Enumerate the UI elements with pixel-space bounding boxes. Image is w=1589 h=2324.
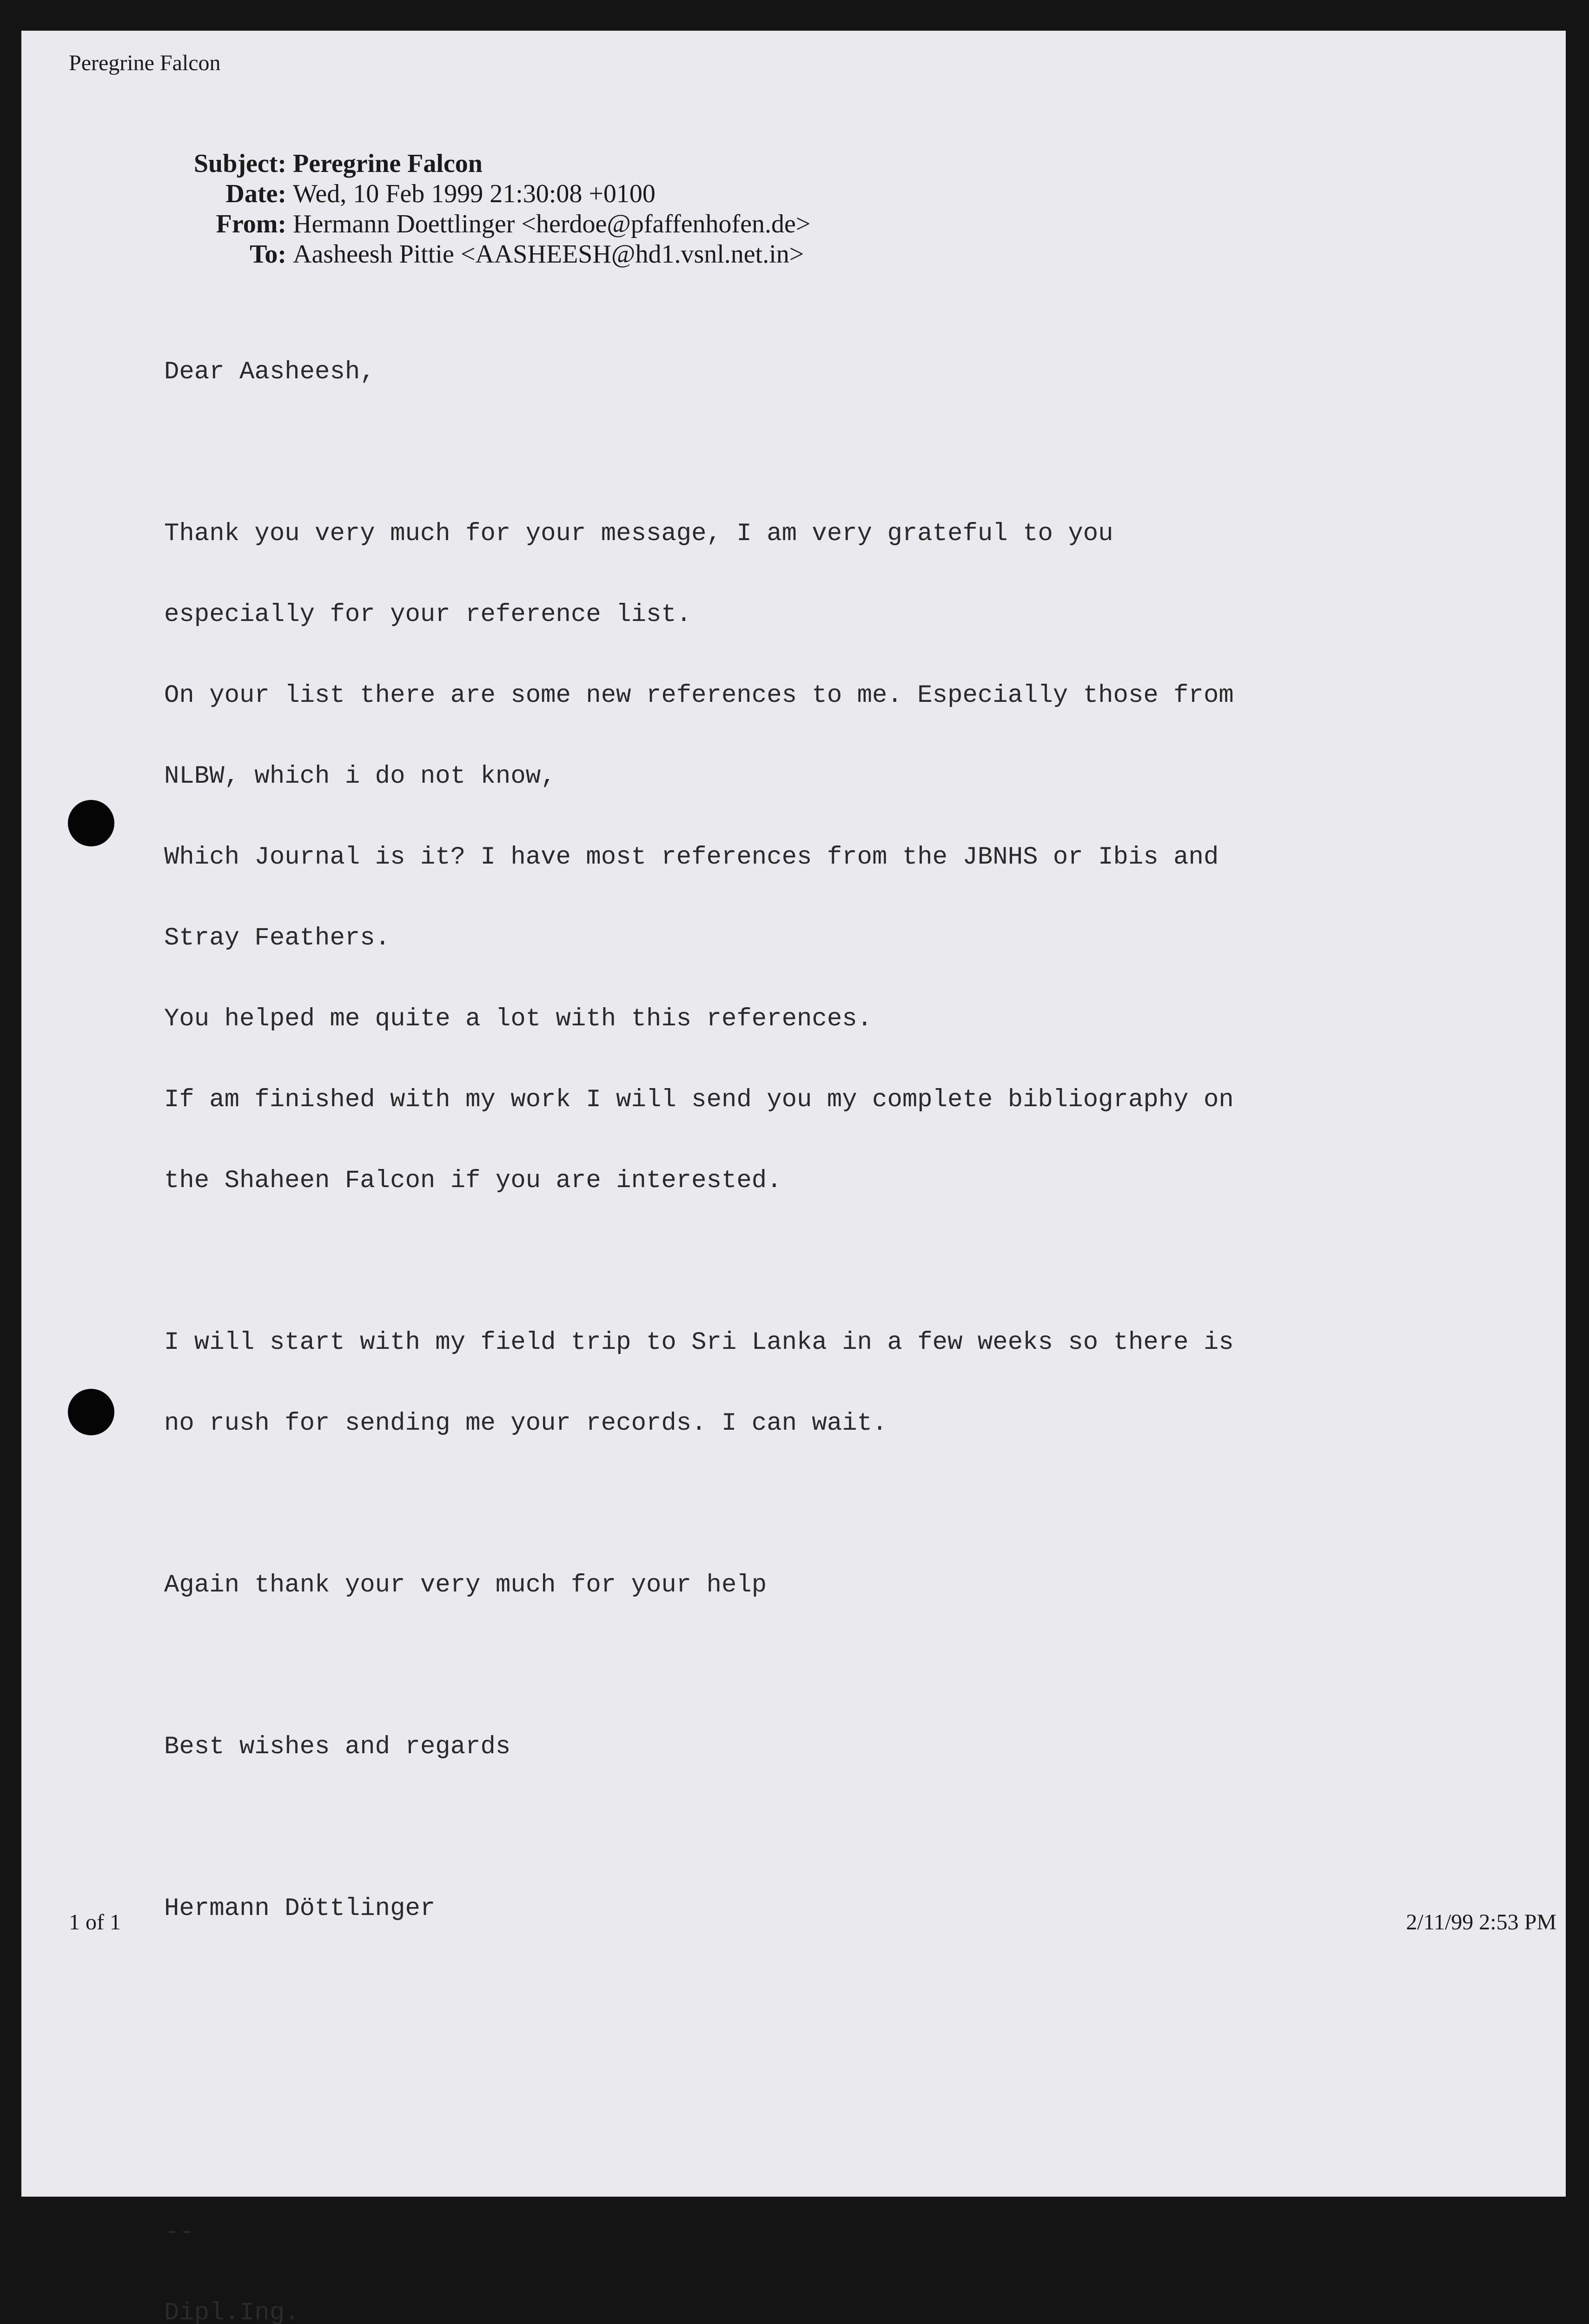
body-line: You helped me quite a lot with this references. bbox=[164, 1005, 873, 1033]
subject-value: Peregrine Falcon bbox=[293, 149, 483, 178]
body-line: I will start with my field trip to Sri Lanka in a few weeks so there is bbox=[164, 1328, 1234, 1357]
body-line: Dear Aasheesh, bbox=[164, 358, 375, 386]
from-label: From: bbox=[216, 210, 286, 238]
body-line: the Shaheen Falcon if you are interested. bbox=[164, 1167, 782, 1195]
body-line: especially for your reference list. bbox=[164, 601, 692, 629]
from-value: Hermann Doettlinger <herdoe@pfaffenhofen.de> bbox=[293, 210, 811, 238]
print-timestamp: 2/11/99 2:53 PM bbox=[1406, 1910, 1556, 1934]
email-headers bbox=[91, 149, 811, 270]
body-line: If am finished with my work I will send you my complete bibliography on bbox=[164, 1086, 1234, 1114]
body-line bbox=[164, 1248, 1234, 1275]
body-line: Which Journal is it? I have most references from the JBNHS or Ibis and bbox=[164, 843, 1219, 872]
body-line: Thank you very much for your message, I am very grateful to you bbox=[164, 520, 1113, 548]
body-line bbox=[164, 1815, 1234, 1842]
body-line bbox=[164, 1976, 1234, 2003]
date-row bbox=[91, 179, 811, 209]
body-line: Again thank your very much for your help bbox=[164, 1571, 767, 1599]
body-line: Best wishes and regards bbox=[164, 1733, 511, 1761]
body-line bbox=[164, 1653, 1234, 1680]
body-line bbox=[164, 1491, 1234, 1518]
paper-sheet bbox=[21, 31, 1566, 2324]
punch-hole-bottom bbox=[68, 1389, 114, 1435]
signature-separator: -- bbox=[164, 2218, 194, 2246]
body-line: On your list there are some new references to me. Especially those from bbox=[164, 681, 1234, 710]
to-value: Aasheesh Pittie <AASHEESH@hd1.vsnl.net.in> bbox=[293, 240, 804, 269]
body-line: Stray Feathers. bbox=[164, 924, 391, 952]
to-label: To: bbox=[250, 240, 286, 269]
punch-hole-top bbox=[68, 800, 114, 846]
subject-row bbox=[91, 149, 811, 179]
body-line bbox=[164, 2138, 1234, 2165]
page-number: 1 of 1 bbox=[69, 1910, 121, 1934]
body-line: NLBW, which i do not know, bbox=[164, 762, 556, 791]
to-row bbox=[91, 239, 811, 270]
signature-name: Hermann Döttlinger bbox=[164, 1895, 436, 1923]
date-label: Date: bbox=[225, 179, 286, 208]
page-header-title: Peregrine Falcon bbox=[69, 51, 221, 75]
email-body bbox=[164, 305, 1234, 2324]
body-line bbox=[164, 2057, 1234, 2084]
signature-line: Dipl.Ing. bbox=[164, 2299, 300, 2324]
subject-label: Subject: bbox=[193, 149, 286, 178]
body-line: no rush for sending me your records. I can wait. bbox=[164, 1409, 887, 1438]
body-line bbox=[164, 440, 1234, 467]
from-row bbox=[91, 209, 811, 239]
date-value: Wed, 10 Feb 1999 21:30:08 +0100 bbox=[293, 179, 655, 208]
